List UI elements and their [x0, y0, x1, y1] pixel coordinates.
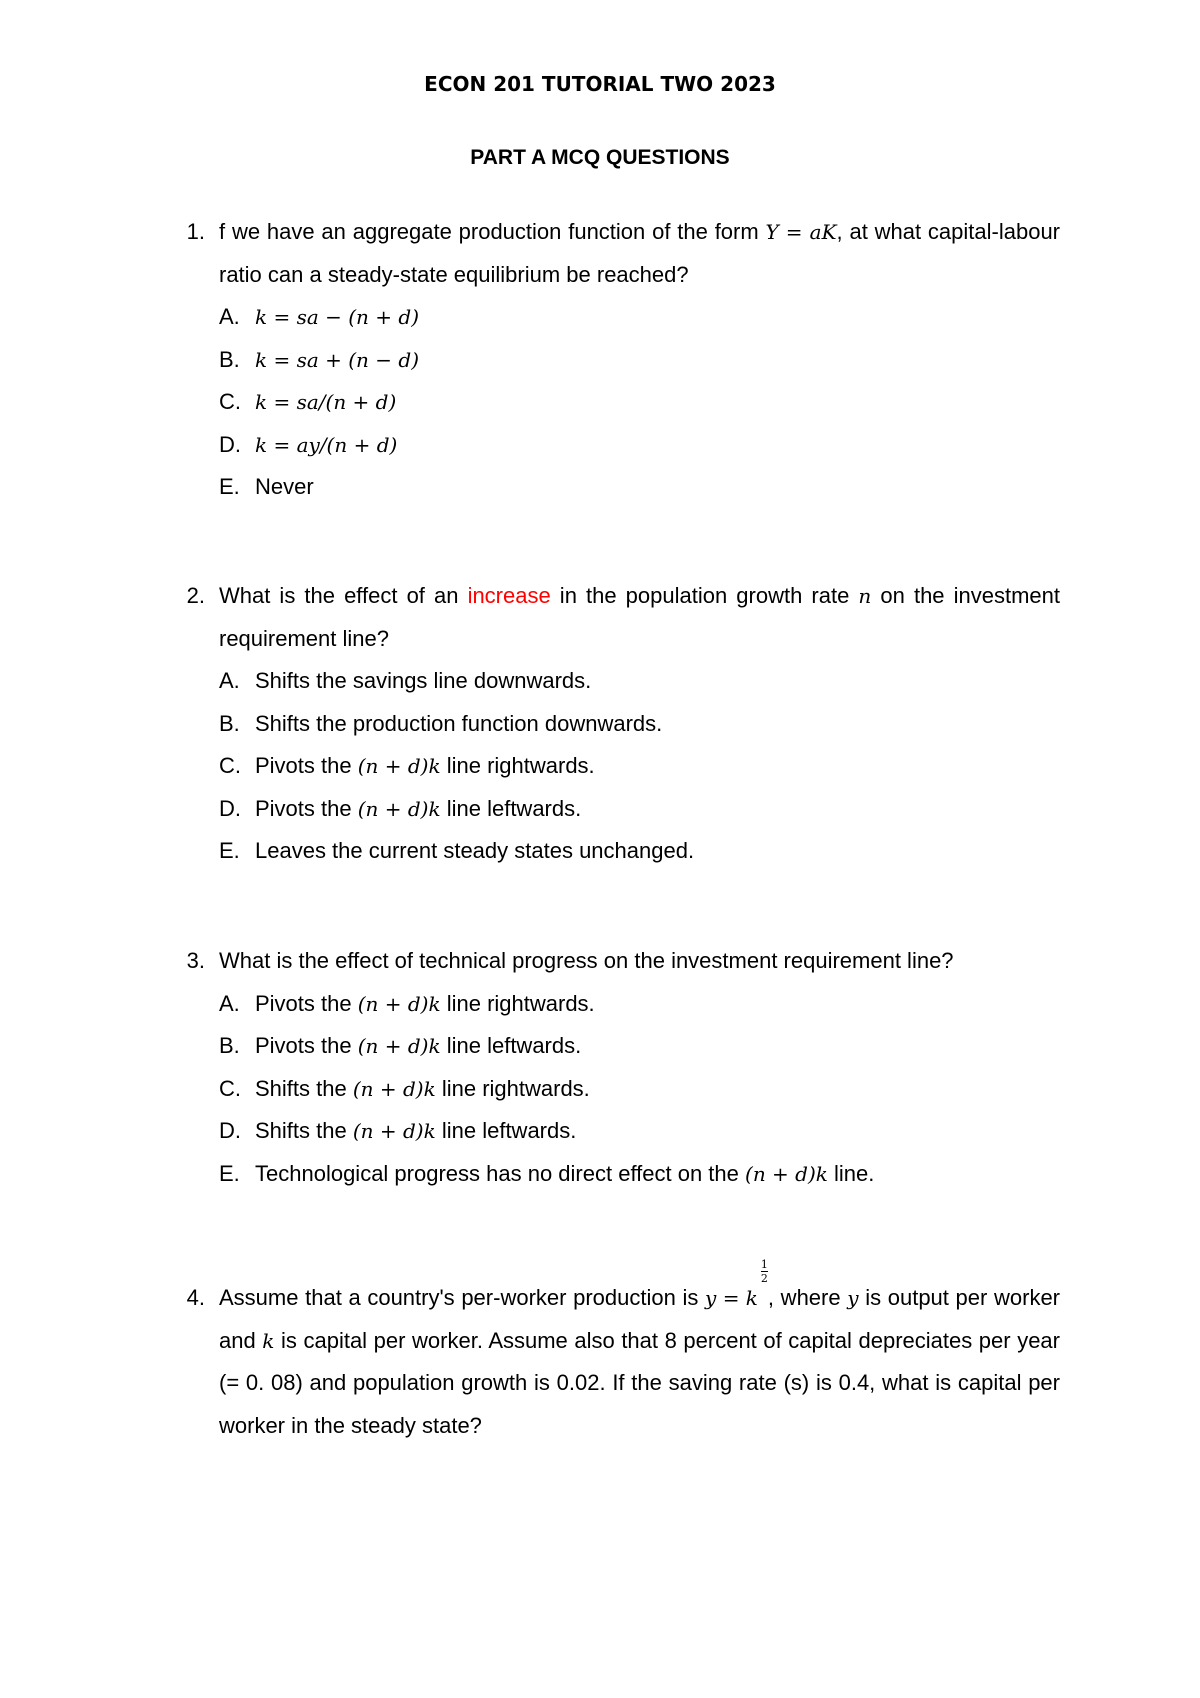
option-a[interactable]	[219, 983, 1060, 1026]
option-formula: (n + d)k	[357, 754, 441, 778]
option-text: line leftwards.	[435, 1118, 577, 1143]
option-a[interactable]	[219, 660, 1060, 703]
variable-k: k	[262, 1328, 275, 1353]
question-text: What is the effect of technical progress on the investment requirement line?	[219, 948, 954, 973]
option-d[interactable]	[219, 788, 1060, 831]
option-text: Shifts the production function downwards.	[255, 710, 663, 736]
production-formula: y = k	[705, 1286, 758, 1310]
production-function-formula: Y = aK	[765, 220, 837, 244]
question-text-part: What is the effect of an	[219, 583, 468, 608]
option-formula: (n + d)k	[357, 991, 441, 1016]
question-number: 2.	[186, 583, 205, 608]
option-text: line rightwards.	[440, 990, 595, 1016]
option-text: Leaves the current steady states unchanged.	[255, 838, 695, 863]
answer-options	[184, 983, 1060, 1196]
exponent-fraction	[761, 1259, 768, 1284]
option-a[interactable]	[219, 296, 1060, 339]
answer-options	[184, 296, 1060, 509]
question-text-part: , where	[767, 1285, 848, 1310]
option-text: line leftwards.	[440, 795, 582, 821]
option-formula: k = sa/(n + d)	[255, 390, 397, 414]
option-letter: D.	[219, 795, 241, 821]
question-1	[184, 211, 1060, 509]
option-formula: (n + d)k	[352, 1076, 436, 1101]
option-formula: k = ay/(n + d)	[255, 432, 398, 457]
exponent-numerator: 1	[760, 1258, 768, 1271]
question-text-part: is capital per worker. Assume also that 8 percent of capital depreciates per year (= 0. 08) and population growth is 0.02. If the saving rate (s) is 0.4, what is capital per worker in the steady state?	[219, 1327, 1060, 1438]
option-d[interactable]	[219, 1110, 1060, 1153]
option-c[interactable]	[219, 1068, 1060, 1111]
question-text-part: is output per worker and	[219, 1285, 1061, 1353]
highlighted-word: increase	[467, 583, 551, 608]
question-number: 3.	[186, 948, 205, 973]
option-text: Pivots the	[255, 795, 358, 821]
option-text: line rightwards.	[435, 1075, 590, 1101]
option-letter: A.	[219, 990, 240, 1016]
option-e[interactable]	[219, 466, 1060, 509]
option-letter: B.	[219, 710, 240, 736]
question-text-part: on the investment requirement line?	[219, 583, 1060, 651]
option-text: line leftwards.	[440, 1033, 582, 1058]
part-heading: PART A MCQ QUESTIONS	[470, 146, 730, 169]
option-formula: (n + d)k	[357, 796, 441, 821]
option-text: Shifts the	[255, 1075, 353, 1101]
option-text: Never	[255, 474, 314, 499]
option-letter: E.	[219, 1160, 240, 1186]
option-letter: A.	[219, 668, 240, 693]
option-letter: E.	[219, 838, 240, 863]
question-text-part: , at what capital-labour ratio can a steady-state equilibrium be reached?	[219, 219, 1061, 287]
option-text: Shifts the savings line downwards.	[255, 668, 592, 693]
answer-options	[184, 660, 1060, 873]
option-letter: E.	[219, 474, 240, 499]
option-letter: D.	[219, 431, 241, 457]
option-letter: C.	[219, 389, 241, 414]
question-text	[219, 575, 1060, 660]
option-c[interactable]	[219, 381, 1060, 424]
option-c[interactable]	[219, 745, 1060, 788]
option-text: Shifts the	[255, 1118, 353, 1143]
question-text	[219, 211, 1060, 296]
option-text: Technological progress has no direct effect on the	[255, 1160, 746, 1186]
option-b[interactable]	[219, 703, 1060, 746]
question-number: 4.	[186, 1285, 205, 1310]
question-number: 1.	[186, 219, 205, 244]
option-letter: D.	[219, 1118, 241, 1143]
option-e[interactable]	[219, 830, 1060, 873]
option-letter: B.	[219, 346, 240, 372]
question-text-part: f we have an aggregate production function of the form	[219, 219, 766, 244]
question-4	[184, 1258, 1061, 1447]
question-text-part: Assume that a country's per-worker production is	[219, 1285, 706, 1310]
option-b[interactable]	[219, 1025, 1060, 1068]
option-formula: (n + d)k	[357, 1034, 441, 1058]
variable-n: n	[858, 584, 872, 608]
option-letter: C.	[219, 753, 241, 778]
option-letter: A.	[219, 304, 240, 329]
option-text: Pivots the	[255, 753, 358, 778]
option-formula: (n + d)k	[745, 1161, 828, 1186]
option-formula: k = sa − (n + d)	[255, 305, 420, 329]
option-d[interactable]	[219, 424, 1060, 467]
option-letter: B.	[219, 1033, 240, 1058]
question-text-part: in the population growth rate	[550, 583, 859, 608]
question-3	[184, 940, 1060, 1195]
variable-y: y	[847, 1286, 859, 1310]
option-b[interactable]	[219, 339, 1060, 382]
option-e[interactable]	[219, 1153, 1060, 1196]
option-text: line.	[827, 1160, 875, 1186]
exponent-denominator: 2	[760, 1272, 768, 1285]
option-text: line rightwards.	[440, 753, 595, 778]
option-formula: k = sa + (n − d)	[255, 347, 420, 372]
option-letter: C.	[219, 1075, 241, 1101]
option-formula: (n + d)k	[352, 1119, 436, 1143]
question-text	[219, 1258, 1061, 1447]
option-text: Pivots the	[255, 990, 358, 1016]
document-title: ECON 201 TUTORIAL TWO 2023	[424, 72, 776, 96]
question-2	[184, 575, 1060, 873]
option-text: Pivots the	[255, 1033, 358, 1058]
